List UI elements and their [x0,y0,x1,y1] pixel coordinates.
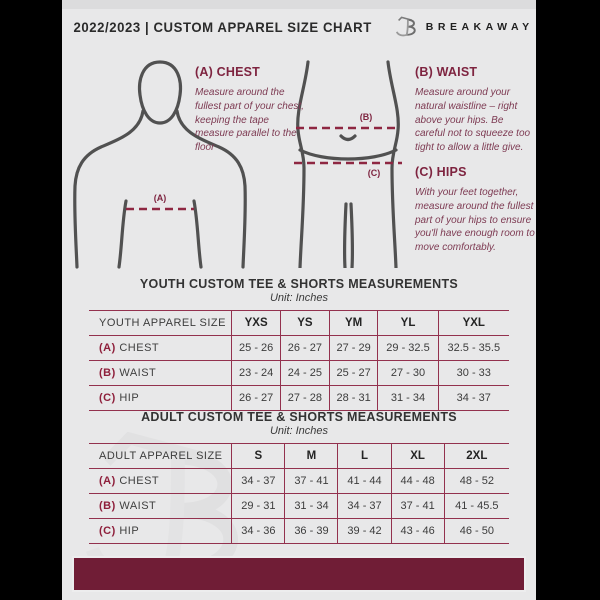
table-header-row [89,311,509,336]
value-cell: 48 - 52 [444,469,509,494]
header-cell: YM [329,311,378,336]
value-cell: 29 - 32.5 [378,336,438,361]
value-cell: 27 - 28 [281,386,330,411]
adult-unit-label: Unit: Inches [269,425,329,437]
value-cell: 26 - 27 [281,336,330,361]
value-cell: 36 - 39 [285,519,338,544]
value-cell: 31 - 34 [378,386,438,411]
youth-section [89,277,509,411]
value-cell: 27 - 29 [329,336,378,361]
value-cell: 34 - 37 [338,494,391,519]
row-label: WAIST [119,367,157,379]
chest-line-label: (A) [153,193,167,203]
adult-section [89,410,509,544]
row-prefix: (B) [99,367,116,379]
adult-size-table [89,443,509,544]
row-prefix: (A) [99,342,116,354]
value-cell: 34 - 36 [232,519,285,544]
waist-description: Measure around your natural waistline – right above your hips. Be careful not to squeeze too tight to allow a little give. [415,87,531,154]
hips-line-label: (C) [367,168,381,178]
value-cell: 37 - 41 [391,494,444,519]
hips-instructions [415,165,537,255]
value-cell: 46 - 50 [444,519,509,544]
value-cell: 44 - 48 [391,469,444,494]
row-label: CHEST [119,475,160,487]
hips-heading: (C) HIPS [415,165,467,179]
value-cell: 26 - 27 [232,386,281,411]
brand [395,14,534,40]
youth-section-title: YOUTH CUSTOM TEE & SHORTS MEASUREMENTS [139,277,459,291]
value-cell: 41 - 44 [338,469,391,494]
header-cell: YL [378,311,438,336]
row-label-cell [89,469,232,494]
page-title: 2022/2023 | CUSTOM APPAREL SIZE CHART [73,19,373,35]
header-cell: L [338,444,391,469]
chest-description: Measure around the fullest part of your chest, keeping the tape measure parallel to the floor [195,87,304,154]
breakaway-logo-icon [395,14,419,40]
value-cell: 32.5 - 35.5 [438,336,509,361]
value-cell: 39 - 42 [338,519,391,544]
row-label-cell [89,336,232,361]
value-cell: 29 - 31 [232,494,285,519]
value-cell: 31 - 34 [285,494,338,519]
header-cell: XL [391,444,444,469]
row-label: CHEST [119,342,160,354]
value-cell: 30 - 33 [438,361,509,386]
value-cell: 25 - 26 [232,336,281,361]
measurement-diagram [62,55,536,270]
chest-instructions [195,65,307,155]
chest-heading: (A) CHEST [195,65,260,79]
row-label: HIP [119,392,140,404]
row-label-cell [89,386,232,411]
table-row [89,361,509,386]
table-row [89,469,509,494]
value-cell: 41 - 45.5 [444,494,509,519]
value-cell: 34 - 37 [232,469,285,494]
row-prefix: (A) [99,475,116,487]
document-page [62,0,536,600]
value-cell: 37 - 41 [285,469,338,494]
table-header-row [89,444,509,469]
header-cell: YOUTH APPAREL SIZE [89,311,232,336]
row-label: HIP [119,525,140,537]
brand-name: BREAKAWAY [425,21,534,33]
adult-section-title: ADULT CUSTOM TEE & SHORTS MEASUREMENTS [141,410,457,424]
row-label-cell [89,494,232,519]
hips-description: With your feet together, measure around the fullest part of your hips to ensure you'll have enough room to move comfortably. [415,187,535,254]
value-cell: 43 - 46 [391,519,444,544]
header-cell: ADULT APPAREL SIZE [89,444,232,469]
row-prefix: (C) [99,392,116,404]
row-prefix: (C) [99,525,116,537]
table-row [89,336,509,361]
value-cell: 28 - 31 [329,386,378,411]
header-cell: YXS [232,311,281,336]
table-row [89,494,509,519]
header [62,14,536,40]
waist-line-label: (B) [359,112,373,122]
header-cell: YS [281,311,330,336]
row-prefix: (B) [99,500,116,512]
header-cell: YXL [438,311,509,336]
value-cell: 27 - 30 [378,361,438,386]
youth-unit-label: Unit: Inches [269,292,329,304]
header-cell: M [285,444,338,469]
value-cell: 23 - 24 [232,361,281,386]
youth-size-table [89,310,509,411]
waist-heading: (B) WAIST [415,65,478,79]
header-cell: 2XL [444,444,509,469]
footer-bar [72,556,526,592]
row-label: WAIST [119,500,157,512]
row-label-cell [89,361,232,386]
header-cell: S [232,444,285,469]
row-label-cell [89,519,232,544]
table-row [89,519,509,544]
value-cell: 24 - 25 [281,361,330,386]
value-cell: 34 - 37 [438,386,509,411]
waist-instructions [415,65,533,155]
value-cell: 25 - 27 [329,361,378,386]
table-row [89,386,509,411]
